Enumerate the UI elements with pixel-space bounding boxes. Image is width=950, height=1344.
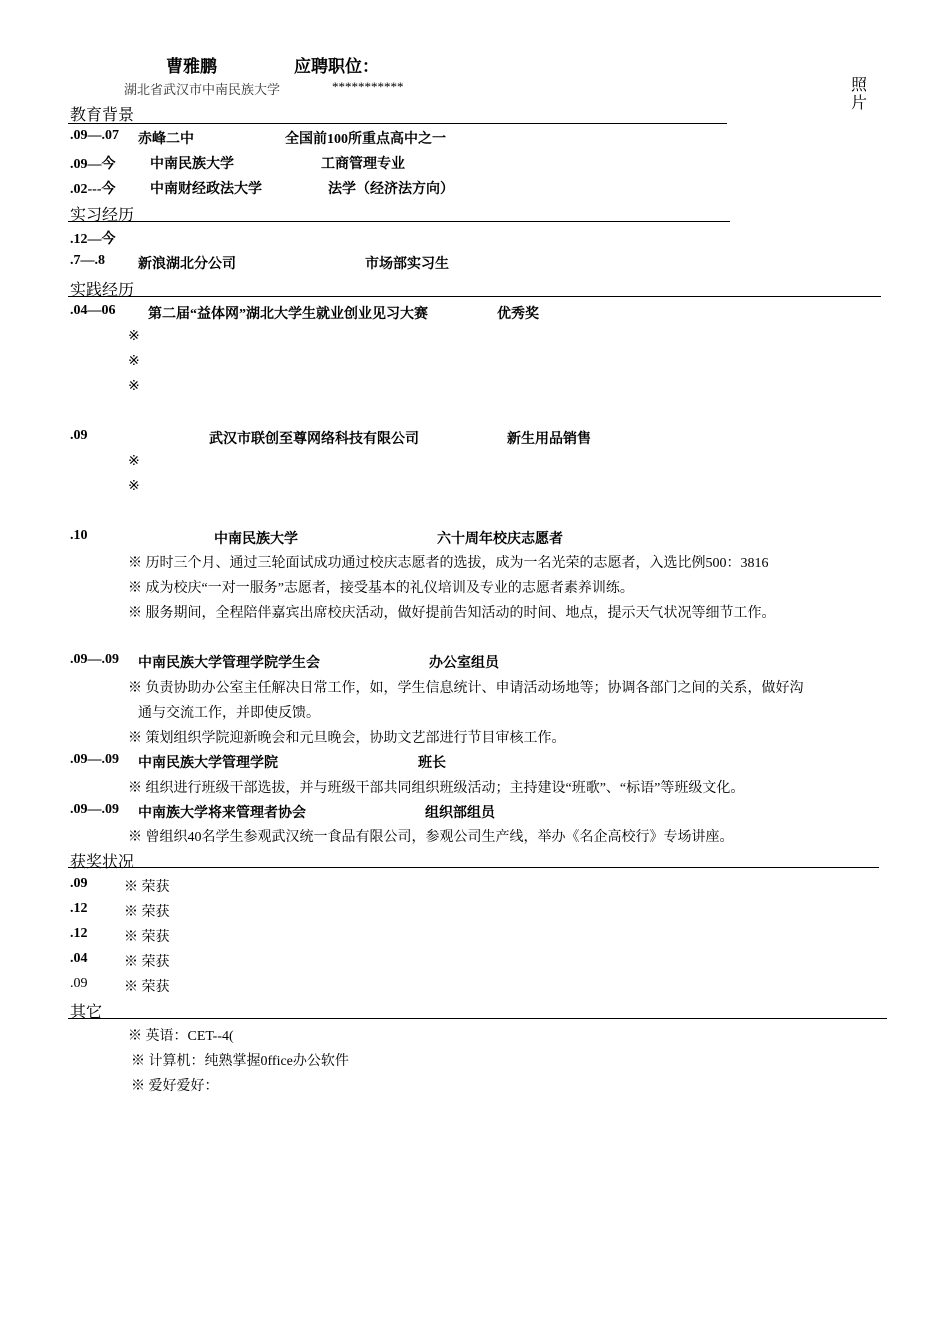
practice-date: .09 [70,428,88,443]
practice-date: .09—.09 [70,802,119,817]
edu-detail: 工商管理专业 [321,157,405,172]
section-divider [68,296,881,297]
edu-date: .02---今 [70,182,116,197]
bullet: ※ 策划组织学院迎新晚会和元旦晚会，协助文艺部进行节目审核工作。 [128,731,566,746]
edu-school: 赤峰二中 [138,132,194,147]
practice-date: .09—.09 [70,652,119,667]
position-label: 应聘职位： [294,57,379,76]
section-divider [68,867,879,868]
bullet-continuation: 通与交流工作，并即使反馈。 [138,706,320,721]
intern-org: 新浪湖北分公司 [138,257,236,272]
applicant-name: 曹雅鹏 [166,57,217,76]
practice-role: 组织部组员 [425,806,495,821]
award-text: ※ 荣获 [124,980,170,995]
section-divider [68,1018,887,1019]
practice-date: .09—.09 [70,752,119,767]
other-item: ※ 爱好爱好： [131,1079,219,1094]
practice-org: 中南民族大学管理学院学生会 [138,656,320,671]
practice-title: 第二届“益体网”湖北大学生就业创业见习大赛 [148,307,428,322]
edu-detail: 全国前100所重点高中之一 [285,132,446,147]
bullet: ※ 组织进行班级干部选拔，并与班级干部共同组织班级活动；主持建设“班歌”、“标语”等班级文化。 [128,781,745,796]
practice-role: 新生用品销售 [507,432,591,447]
practice-role: 班长 [418,756,446,771]
edu-date: .09—今 [70,157,116,172]
award-text: ※ 荣获 [124,930,170,945]
bullet: ※ [128,329,140,344]
edu-school: 中南财经政法大学 [150,182,262,197]
bullet: ※ [128,454,140,469]
edu-date: .09—.07 [70,128,119,143]
practice-date: .10 [70,528,88,543]
section-divider [68,123,727,124]
bullet: ※ [128,479,140,494]
masked-text: *********** [332,79,404,94]
bullet: ※ 历时三个月、通过三轮面试成功通过校庆志愿者的选拔，成为一名光荣的志愿者，入选比例500：3816 [128,556,769,571]
award-text: ※ 荣获 [124,955,170,970]
intern-date: .7—.8 [70,253,105,268]
practice-org: 中南民族大学 [214,532,298,547]
photo-placeholder: 照片 [850,77,867,112]
practice-org: 武汉市联创至尊网络科技有限公司 [209,432,419,447]
bullet: ※ 成为校庆“一对一服务”志愿者，接受基本的礼仪培训及专业的志愿者素养训练。 [128,581,634,596]
bullet: ※ [128,379,140,394]
practice-org: 中南民族大学管理学院 [138,756,278,771]
section-title-other: 其它 [70,1002,103,1021]
practice-role: 办公室组员 [429,656,499,671]
other-item: ※ 计算机：纯熟掌握0ffice办公软件 [131,1054,349,1069]
bullet: ※ 曾组织40名学生参观武汉统一食品有限公司，参观公司生产线，举办《名企高校行》专场讲座。 [128,830,734,845]
section-title-internship: 实习经历 [70,205,135,224]
edu-detail: 法学（经济法方向） [328,182,454,197]
award-text: ※ 荣获 [124,880,170,895]
bullet: ※ 负责协助办公室主任解决日常工作，如，学生信息统计、申请活动场地等；协调各部门之间的关系，做好沟 [128,681,804,696]
practice-role: 六十周年校庆志愿者 [437,532,563,547]
award-date: .12 [70,901,88,916]
bullet: ※ 服务期间，全程陪伴嘉宾出席校庆活动，做好提前告知活动的时间、地点，提示天气状况等细节工作。 [128,606,776,621]
other-item: ※ 英语：CET--4( [128,1029,234,1044]
section-divider [68,221,730,222]
intern-role: 市场部实习生 [365,257,449,272]
section-title-education: 教育背景 [70,105,135,124]
award-date: .09 [70,976,88,991]
practice-org: 中南族大学将来管理者协会 [138,806,306,821]
address: 湖北省武汉市中南民族大学 [124,82,281,97]
award-date: .12 [70,926,88,941]
award-date: .04 [70,951,88,966]
award-date: .09 [70,876,88,891]
practice-date: .04—06 [70,303,116,318]
practice-role: 优秀奖 [497,307,539,322]
section-title-awards: 获奖状况 [70,852,135,871]
edu-school: 中南民族大学 [150,157,234,172]
award-text: ※ 荣获 [124,905,170,920]
section-title-practice: 实践经历 [70,280,135,299]
intern-date: .12—今 [70,232,116,247]
bullet: ※ [128,354,140,369]
